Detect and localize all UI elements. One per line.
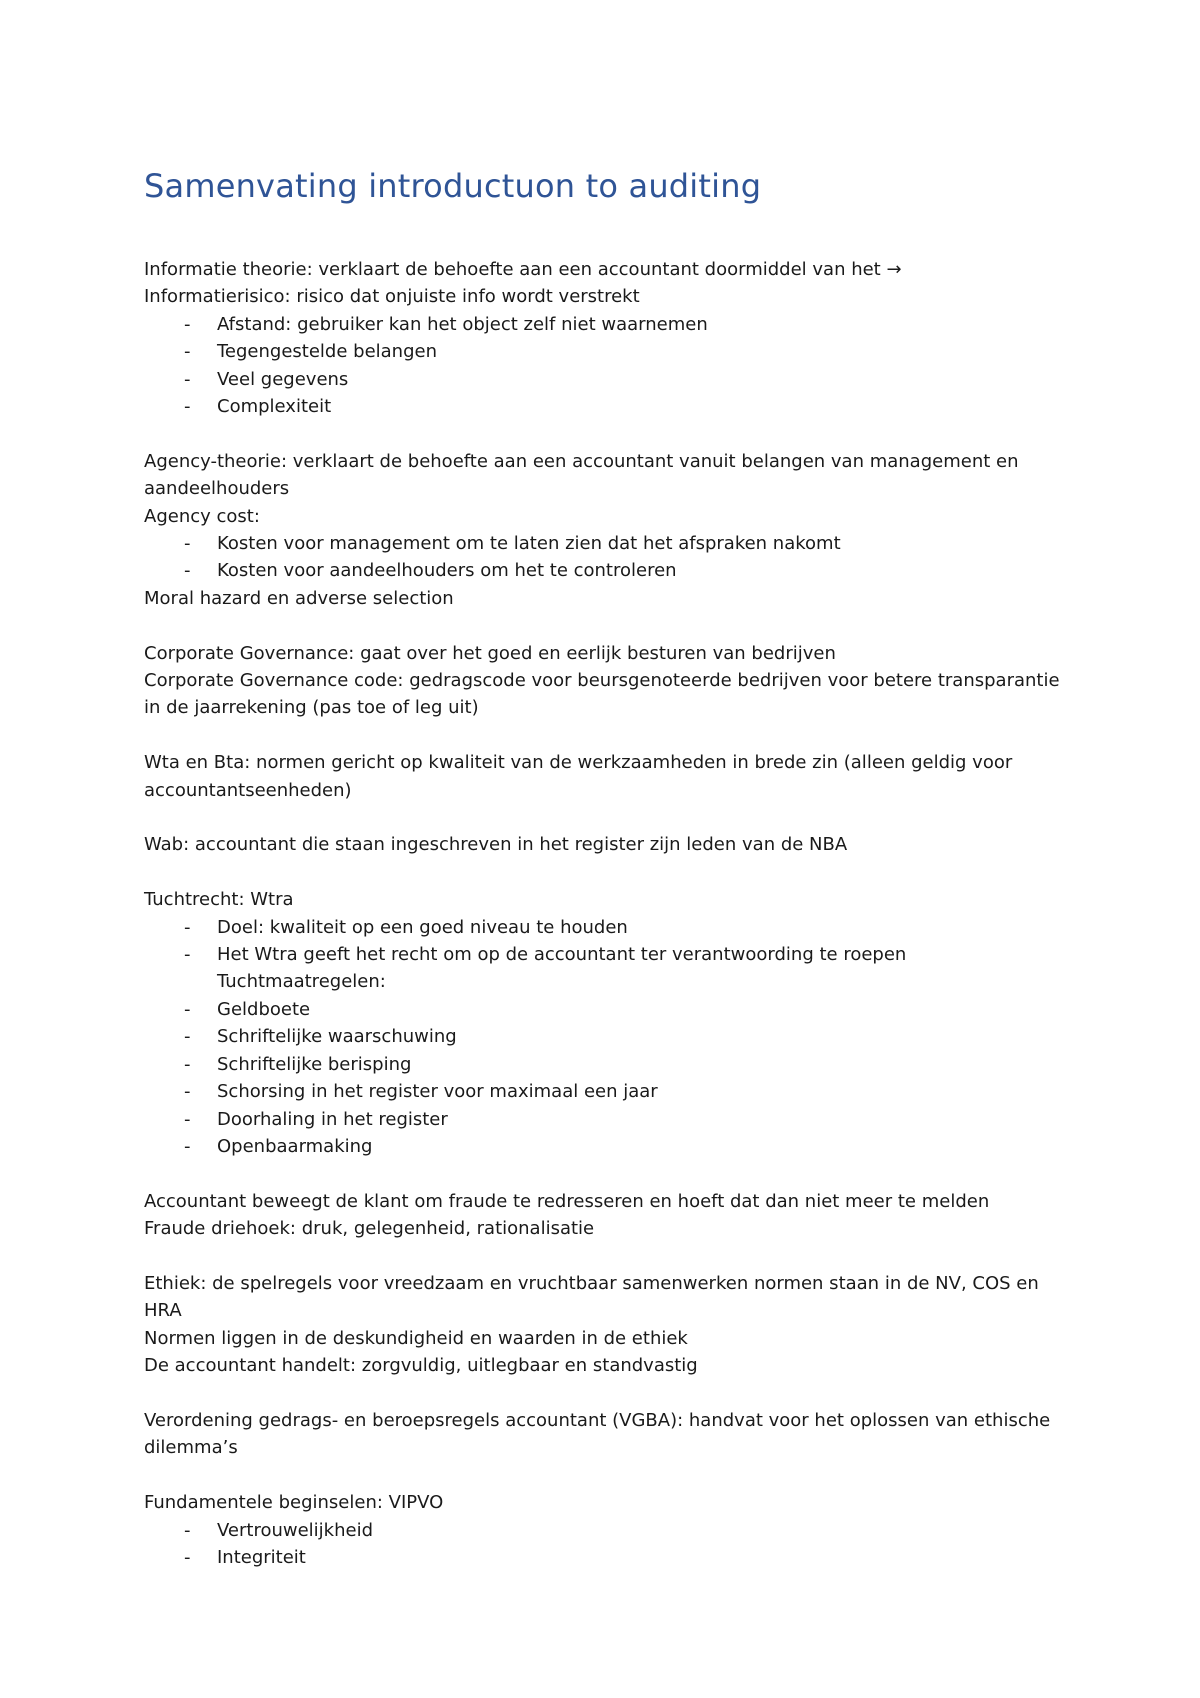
paragraph: Fundamentele beginselen: VIPVO [144,1492,444,1514]
paragraph: Wta en Bta: normen gericht op kwaliteit van de werkzaamheden in brede zin (alleen geldig voor [144,752,1013,774]
paragraph: accountantseenheden) [144,779,352,801]
list-item: - Complexiteit [144,393,1064,420]
bullet-list [144,530,1064,585]
bullet-list [144,1517,1064,1572]
list-item: - Schorsing in het register voor maximaal een jaar [144,1078,1064,1105]
list-item: - Vertrouwelijkheid [144,1517,1064,1544]
list-item: - Doel: kwaliteit op een goed niveau te houden [144,914,1064,941]
paragraph: Agency-theorie: verklaart de behoefte aan een accountant vanuit belangen van management en [144,450,1019,472]
list-item: - Openbaarmaking [144,1133,1064,1160]
list-item: - Geldboete [144,996,1064,1023]
list-item: - Doorhaling in het register [144,1106,1064,1133]
list-item: Tuchtmaatregelen: [217,971,386,993]
paragraph: Agency cost: [144,505,260,527]
paragraph: dilemma’s [144,1437,238,1459]
paragraph: Informatierisico: risico dat onjuiste info wordt verstrekt [144,286,640,308]
paragraph: Verordening gedrags- en beroepsregels accountant (VGBA): handvat voor het oplossen van ethische [144,1409,1051,1431]
paragraph: aandeelhouders [144,478,290,500]
paragraph: Moral hazard en adverse selection [144,587,454,609]
bullet-list [144,914,1064,1161]
paragraph: HRA [144,1300,182,1322]
list-item: - Kosten voor aandeelhouders om het te controleren [144,557,1064,584]
document-title: Samenvating introductuon to auditing [144,167,762,205]
list-item: - Tegengestelde belangen [144,338,1064,365]
paragraph: in de jaarrekening (pas toe of leg uit) [144,697,479,719]
list-item: - Veel gegevens [144,366,1064,393]
list-item: - Afstand: gebruiker kan het object zelf niet waarnemen [144,311,1064,338]
list-item: - Schriftelijke waarschuwing [144,1023,1064,1050]
paragraph: De accountant handelt: zorgvuldig, uitlegbaar en standvastig [144,1355,698,1377]
list-item: - Het Wtra geeft het recht om op de accountant ter verantwoording te roepen [144,941,1064,968]
list-item: - Integriteit [144,1544,1064,1571]
list-item: - Kosten voor management om te laten zien dat het afspraken nakomt [144,530,1064,557]
paragraph: Corporate Governance code: gedragscode voor beursgenoteerde bedrijven voor betere transparantie [144,670,1060,692]
paragraph: Accountant beweegt de klant om fraude te redresseren en hoeft dat dan niet meer te melden [144,1190,990,1212]
bullet-list [144,311,1064,421]
list-item: - Schriftelijke berisping [144,1051,1064,1078]
paragraph: Tuchtrecht: Wtra [144,889,294,911]
paragraph: Informatie theorie: verklaart de behoefte aan een accountant doormiddel van het → [144,259,902,280]
paragraph: Normen liggen in de deskundigheid en waarden in de ethiek [144,1327,688,1349]
document-body [144,256,1064,1571]
paragraph: Wab: accountant die staan ingeschreven in het register zijn leden van de NBA [144,834,848,856]
paragraph: Corporate Governance: gaat over het goed en eerlijk besturen van bedrijven [144,642,836,664]
paragraph: Ethiek: de spelregels voor vreedzaam en vruchtbaar samenwerken normen staan in de NV, COS en [144,1272,1039,1294]
paragraph: Fraude driehoek: druk, gelegenheid, rationalisatie [144,1218,595,1240]
